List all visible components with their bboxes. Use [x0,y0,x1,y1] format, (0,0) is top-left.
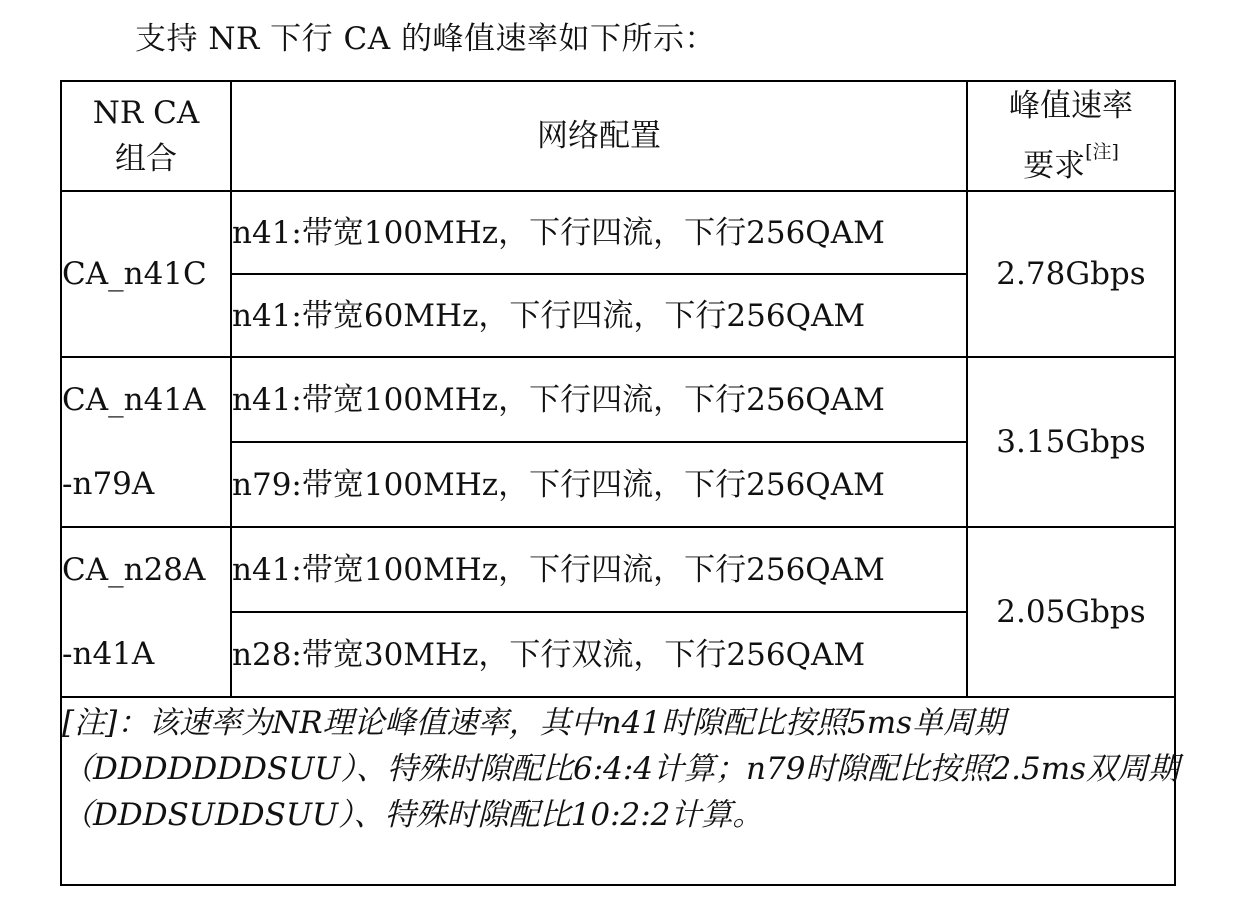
config-cell: n41:带宽100MHz，下行四流，下行256QAM [231,527,967,612]
header-row [61,81,1175,191]
header-rate-note: [注] [1085,141,1119,163]
config-cell: n41:带宽100MHz，下行四流，下行256QAM [231,191,967,274]
header-rate-line2-text: 要求 [1023,148,1086,184]
header-combo [61,81,231,191]
config-cell: n79:带宽100MHz，下行四流，下行256QAM [231,442,967,527]
note-line: （DDDDDDDSUU）、特殊时隙配比6:4:4计算；n79时隙配比按照2.5ms双周期 [62,751,1180,787]
header-combo-line2: 组合 [115,141,177,177]
config-cell: n41:带宽60MHz，下行四流，下行256QAM [231,274,967,357]
header-rate-line2 [968,129,1174,189]
combo-line: CA_n41C [62,256,207,292]
config-cell: n41:带宽100MHz，下行四流，下行256QAM [231,357,967,442]
note-line: [注]：该速率为NR理论峰值速率，其中n41时隙配比按照5ms单周期 [62,705,1006,741]
notes-row [61,697,1175,885]
combo-line: CA_n41A [62,382,206,418]
header-config: 网络配置 [231,81,967,191]
header-rate-line1: 峰值速率 [1009,88,1133,124]
notes-cell [61,697,1180,885]
config-cell: n28:带宽30MHz，下行双流，下行256QAM [231,612,967,697]
combo-cell [61,357,231,527]
combo-cell [61,191,231,357]
rate-cell: 2.78Gbps [967,191,1175,357]
table-row [61,527,1175,612]
table-row [61,357,1175,442]
peak-rate-table [60,80,1180,886]
combo-line: CA_n28A [62,552,206,588]
intro-text: 支持 NR 下行 CA 的峰值速率如下所示： [135,21,716,57]
note-line: （DDDSUDDSUU）、特殊时隙配比10:2:2计算。 [62,797,764,833]
combo-cell [61,527,231,697]
rate-cell: 2.05Gbps [967,527,1175,697]
table-row [61,191,1175,274]
combo-line: -n41A [62,636,155,672]
header-combo-line1: NR CA [92,95,200,131]
combo-line: -n79A [62,466,155,502]
rate-cell: 3.15Gbps [967,357,1175,527]
header-rate [967,81,1175,191]
